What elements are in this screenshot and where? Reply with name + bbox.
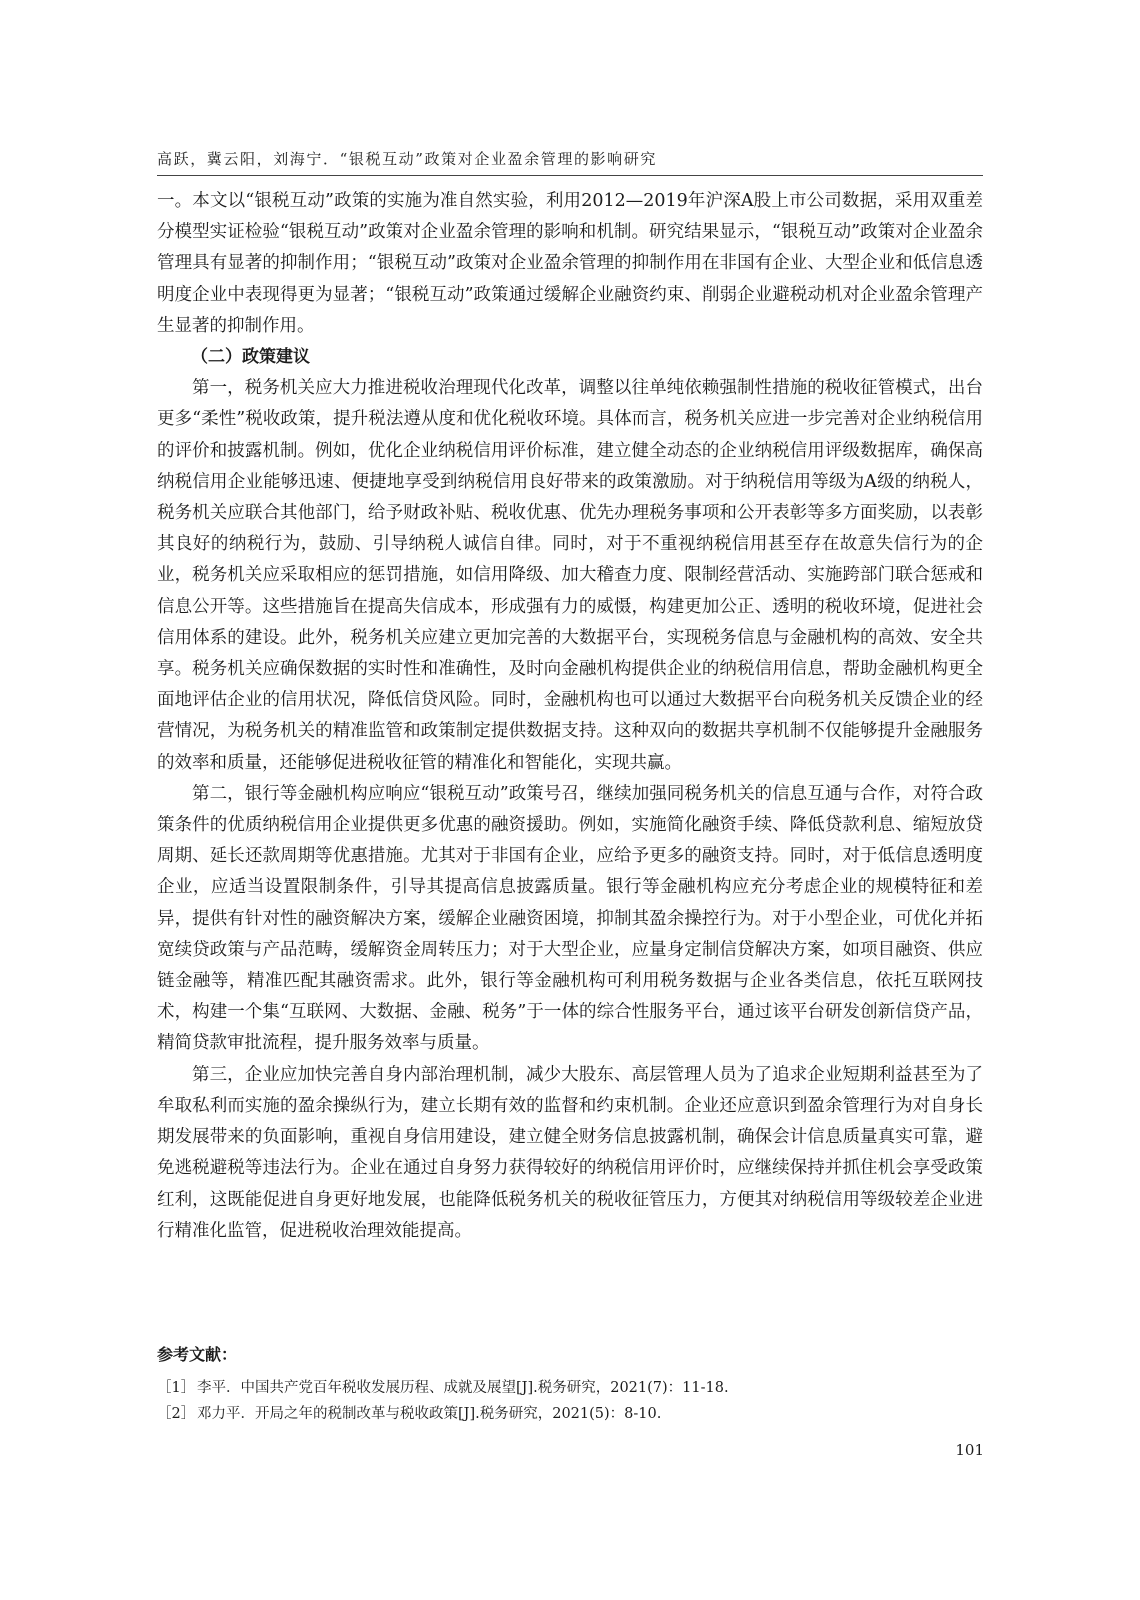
references-title: 参考文献： bbox=[157, 1345, 238, 1364]
reference-number: ［1］ bbox=[157, 1380, 196, 1396]
reference-text: 邓力平．开局之年的税制改革与税收政策[J].税务研究，2021(5)：8-10. bbox=[197, 1406, 662, 1422]
page-number: 101 bbox=[955, 1441, 984, 1459]
reference-text: 李平．中国共产党百年税收发展历程、成就及展望[J].税务研究，2021(7)：11-18. bbox=[197, 1380, 729, 1396]
reference-item bbox=[157, 1375, 983, 1401]
reference-number: ［2］ bbox=[157, 1406, 196, 1422]
policy-paragraph-3: 第三，企业应加快完善自身内部治理机制，减少大股东、高层管理人员为了追求企业短期利益甚至为了牟取私利而实施的盈余操纵行为，建立长期有效的监督和约束机制。企业还应意识到盈余管理行为对自身长期发展带来的负面影响，重视自身信用建设，建立健全财务信息披露机制，确保会计信息质量真实可靠，避免逃税避税等违法行为。企业在通过自身努力获得较好的纳税信用评价时，应继续保持并抓住机会享受政策红利，这既能促进自身更好地发展，也能降低税务机关的税收征管压力，方便其对纳税信用等级较差企业进行精准化监管，促进税收治理效能提高。 bbox=[157, 1064, 983, 1241]
section-heading: （二）政策建议 bbox=[191, 347, 310, 368]
reference-item bbox=[157, 1401, 983, 1427]
references-section bbox=[157, 1342, 983, 1427]
policy-paragraph-1: 第一，税务机关应大力推进税收治理现代化改革，调整以往单纯依赖强制性措施的税收征管模式，出台更多“柔性”税收政策，提升税法遵从度和优化税收环境。具体而言，税务机关应进一步完善对企业纳税信用的评价和披露机制。例如，优化企业纳税信用评价标准，建立健全动态的企业纳税信用评级数据库，确保高纳税信用企业能够迅速、便捷地享受到纳税信用良好带来的政策激励。对于纳税信用等级为A级的纳税人，税务机关应联合其他部门，给予财政补贴、税收优惠、优先办理税务事项和公开表彰等多方面奖励，以表彰其良好的纳税行为，鼓励、引导纳税人诚信自律。同时，对于不重视纳税信用甚至存在故意失信行为的企业，税务机关应采取相应的惩罚措施，如信用降级、加大稽查力度、限制经营活动、实施跨部门联合惩戒和信息公开等。这些措施旨在提高失信成本，形成强有力的威慑，构建更加公正、透明的税收环境，促进社会信用体系的建设。此外，税务机关应建立更加完善的大数据平台，实现税务信息与金融机构的高效、安全共享。税务机关应确保数据的实时性和准确性，及时向金融机构提供企业的纳税信用信息，帮助金融机构更全面地评估企业的信用状况，降低信贷风险。同时，金融机构也可以通过大数据平台向税务机关反馈企业的经营情况，为税务机关的精准监管和政策制定提供数据支持。这种双向的数据共享机制不仅能够提升金融服务的效率和质量，还能够促进税收征管的精准化和智能化，实现共赢。 bbox=[157, 378, 983, 773]
article-body bbox=[157, 186, 983, 1247]
conclusion-paragraph: 一。本文以“银税互动”政策的实施为准自然实验，利用2012—2019年沪深A股上市公司数据，采用双重差分模型实证检验“银税互动”政策对企业盈余管理的影响和机制。研究结果显示，“银税互动”政策对企业盈余管理具有显著的抑制作用；“银税互动”政策对企业盈余管理的抑制作用在非国有企业、大型企业和低信息透明度企业中表现得更为显著；“银税互动”政策通过缓解企业融资约束、削弱企业避税动机对企业盈余管理产生显著的抑制作用。 bbox=[157, 191, 983, 336]
running-header: 高跃，冀云阳，刘海宁．“银税互动”政策对企业盈余管理的影响研究 bbox=[157, 150, 657, 168]
header-divider bbox=[157, 175, 983, 176]
policy-paragraph-2: 第二，银行等金融机构应响应“银税互动”政策号召，继续加强同税务机关的信息互通与合作，对符合政策条件的优质纳税信用企业提供更多优惠的融资援助。例如，实施简化融资手续、降低贷款利息、缩短放贷周期、延长还款周期等优惠措施。尤其对于非国有企业，应给予更多的融资支持。同时，对于低信息透明度企业，应适当设置限制条件，引导其提高信息披露质量。银行等金融机构应充分考虑企业的规模特征和差异，提供有针对性的融资解决方案，缓解企业融资困境，抑制其盈余操控行为。对于小型企业，可优化并拓宽续贷政策与产品范畴，缓解资金周转压力；对于大型企业，应量身定制信贷解决方案，如项目融资、供应链金融等，精准匹配其融资需求。此外，银行等金融机构可利用税务数据与企业各类信息，依托互联网技术，构建一个集“互联网、大数据、金融、税务”于一体的综合性服务平台，通过该平台研发创新信贷产品，精简贷款审批流程，提升服务效率与质量。 bbox=[157, 783, 983, 1054]
